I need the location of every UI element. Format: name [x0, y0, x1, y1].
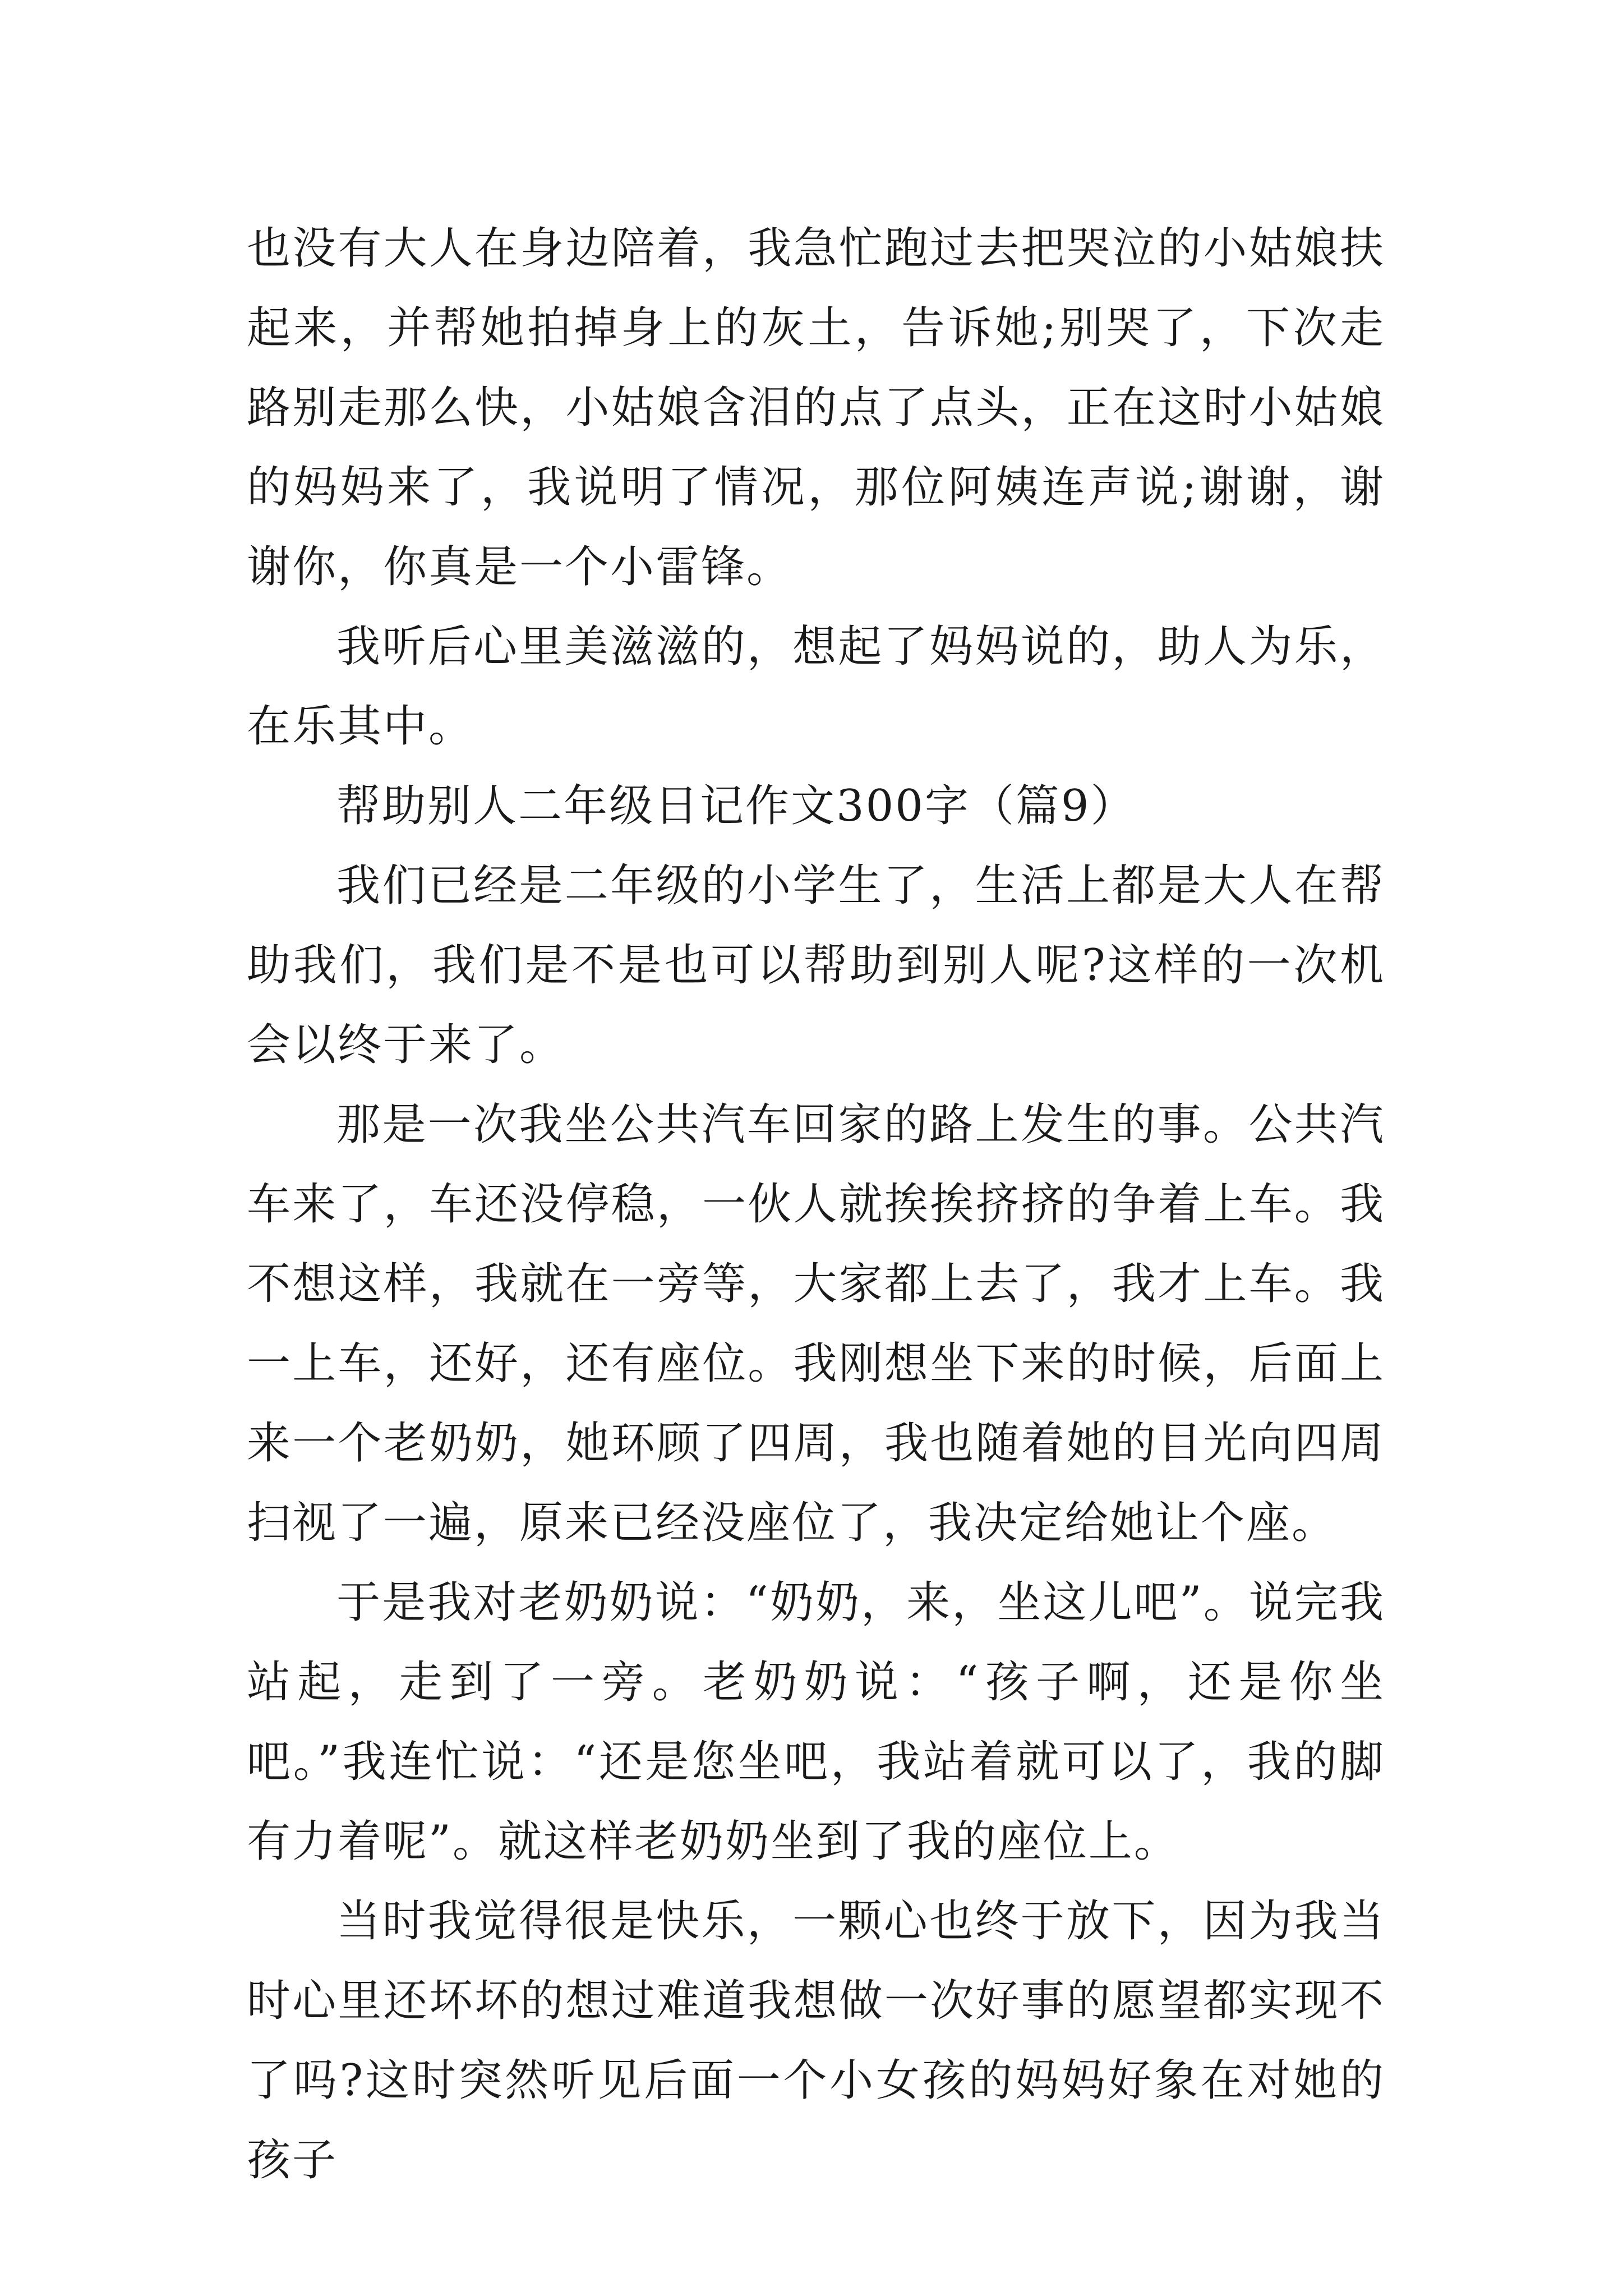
paragraph-reflection: 我听后心里美滋滋的，想起了妈妈说的，助人为乐，在乐其中。	[247, 622, 1385, 752]
paragraph-feeling: 当时我觉得很是快乐，一颗心也终于放下，因为我当时心里还坏坏的想过难道我想做一次好事的愿望都实现不了吗?这时突然听见后面一个小女孩的妈妈好象在对她的孩子	[247, 1896, 1385, 2185]
paragraph-dialogue: 于是我对老奶奶说：“奶奶，来，坐这儿吧”。说完我站起，走到了一旁。老奶奶说：“孩子啊，还是你坐吧。”我连忙说：“还是您坐吧，我站着就可以了，我的脚有力着呢”。就这样老奶奶坐到了我的座位上。	[247, 1577, 1385, 1867]
paragraph-intro: 我们已经是二年级的小学生了，生活上都是大人在帮助我们，我们是不是也可以帮助到别人呢?这样的一次机会以终于来了。	[247, 861, 1385, 1070]
paragraph-bus: 那是一次我坐公共汽车回家的路上发生的事。公共汽车来了，车还没停稳，一伙人就挨挨挤挤的争着上车。我不想这样，我就在一旁等，大家都上去了，我才上车。我一上车，还好，还有座位。我刚想坐下来的时候，后面上来一个老奶奶，她环顾了四周，我也随着她的目光向四周扫视了一遍，原来已经没座位了，我决定给她让个座。	[247, 1099, 1385, 1548]
paragraph-continuation: 也没有大人在身边陪着，我急忙跑过去把哭泣的小姑娘扶起来，并帮她拍掉身上的灰土，告诉她;别哭了，下次走路别走那么快，小姑娘含泪的点了点头，正在这时小姑娘的妈妈来了，我说明了情况，那位阿姨连声说;谢谢，谢谢你，你真是一个小雷锋。	[247, 223, 1385, 592]
section-heading: 帮助别人二年级日记作文300字（篇9）	[336, 781, 1136, 831]
document-body	[247, 209, 1385, 2200]
